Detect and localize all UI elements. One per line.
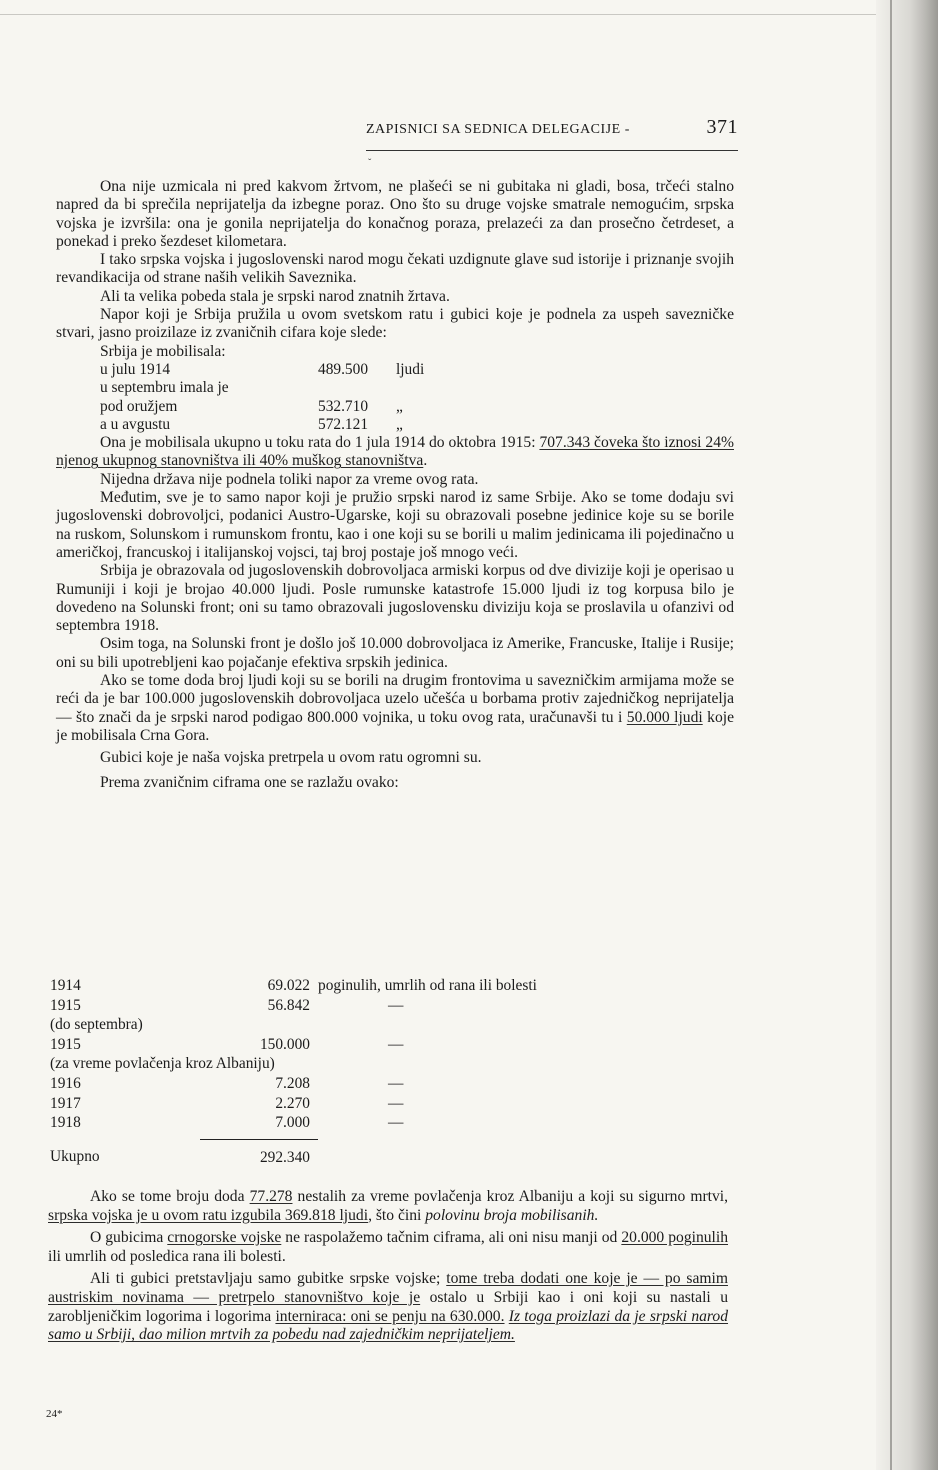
paragraph-montenegro: O gubicima crnogorske vojske ne raspolažemo tačnim ciframa, ali oni nisu manji od 20.000 poginulih ili umrlih od posledica rana ili bolesti. [48,1229,729,1265]
losses-table-block [50,976,740,1167]
pen-underline: 50.000 ljudi [626,708,703,726]
losses-intro: Gubici koje je naša vojska pretrpela u ovom ratu ogromni su. [100,749,482,767]
closing-text [48,1188,728,1345]
header-rule [366,150,738,151]
table-row: 1915 56.842 — [50,996,404,1014]
mobilization-table [56,361,424,434]
paragraph: I tako srpska vojska i jugoslovenski narod mogu čekati uzdignute glave sud istorije i priznanje svojih revandikacija od strane naših velikih Saveznika. [56,251,734,287]
print-tick-mark: ˇ [368,158,372,169]
table-row: u septembru imala je [100,379,229,397]
page-binding-shadow [876,0,938,1470]
table-row: 1915 150.000 — [50,1035,404,1053]
table-row: 1914 69.022 poginulih, umrlih od rana ili bolesti [50,977,537,994]
signature-mark: 24* [46,1408,63,1420]
table-row: 1916 7.208 — [50,1074,404,1092]
page-number: 371 [706,116,738,138]
paragraph: Ali ta velika pobeda stala je srpski narod znatnih žrtava. [100,287,450,305]
losses-table [50,976,537,1167]
paragraph: Napor koji je Srbija pružila u ovom svetskom ratu i gubici koje je podnela za uspeh savezničke stvari, jasno proizilaze iz zvaničnih cifara koje slede: [56,306,734,342]
table-row: u julu 1914 489.500 ljudi [100,360,425,378]
main-text [56,178,734,792]
table-row: 1918 7.000 — [50,1114,404,1132]
paragraph-mobilized: Ona je mobilisala ukupno u toku rata do 1 jula 1914 do oktobra 1915: 707.343 čoveka što iznosi 24% njenog ukupnog stanovništva ili 40% muškog stanovništva. [56,434,734,470]
table-row: (za vreme povlačenja kroz Albaniju) [50,1055,275,1073]
header-title: ZAPISNICI SA SEDNICA DELEGACIJE - [366,122,630,137]
paragraph-missing: Ako se tome broju doda 77.278 nestalih za vreme povlačenja kroz Albaniju a koji su sigurno mrtvi, srpska vojska je u ovom ratu izgubila 369.818 ljudi, što čini polovinu broja mobilisanih. [48,1188,728,1224]
pen-underline: 707.343 čoveka što iznosi 24% njenog ukupnog stanovništva ili 40% muškog stanovništva [56,434,734,470]
losses-intro: Prema zvaničnim ciframa one se razlažu ovako: [100,773,399,791]
total-row: Ukupno 292.340 [50,1148,310,1166]
table-row: (do septembra) [50,1016,143,1034]
table-row: a u avgustu 572.121 „ [100,415,403,433]
table-row: 1917 2.270 — [50,1094,404,1112]
running-header [366,118,738,154]
mobilization-intro: Srbija je mobilisala: [100,342,226,360]
paragraph: Ona nije uzmicala ni pred kakvom žrtvom, ne plašeći se ni gubitaka ni gladi, bosa, trčeći stalno napred da bi sprečila neprijatelja da izbegne poraz. Ono što su druge vojske smatrale nemogućim, srpska vojska je izvršila: ona je gonila neprijatelja do konačnog poraza, prelazeći za dan prosečno četrdeset, a ponekad i preko šezdeset kilometara. [56,178,734,250]
paragraph-final: Ali ti gubici pretstavljaju samo gubitke srpske vojske; tome treba dodati one koje je — po samim austriskim novinama — pretrpelo stanovništvo koje je ostalo u Srbiji kao i oni koji su nastali u zarobljeničkim logorima i logorima interniraca: oni se penju na 630.000. Iz toga proizlazi da je srpski narod samo u Srbiji, dao milion mrtvih za pobedu nad zajedničkim neprijateljem. [48,1270,729,1344]
scan-top-edge [0,14,880,15]
paragraph: Srbija je obrazovala od jugoslovenskih dobrovoljaca armiski korpus od dve divizije koji je operisao u Rumuniji i koji je brojao 40.000 ljudi. Posle rumunske katastrofe 15.000 ljudi iz tog korpusa bilo je dovedeno na Solunski front; oni su tamo obrazovali jugoslovensku diviziju koja se proslavila u ofanzivi od septembra 1918. [56,562,734,635]
page-edge-line [890,0,892,1470]
paragraph: Osim toga, na Solunski front je došlo još 10.000 dobrovoljaca iz Amerike, Francuske, Italije i Rusije; oni su bili upotrebljeni kao pojačanje efektiva srpskih jedinica. [56,635,734,671]
paragraph: Međutim, sve je to samo napor koji je pružio srpski narod iz same Srbije. Ako se tome dodaju svi jugoslovenski dobrovoljci, podanici Austro-Ugarske, koji su obrazovali posebne jedinice koje su se borile na ruskom, Solunskom i rumunskom frontu, kao i one koji su se borili u malim jedinicama ili pojedinačno u američkoj, francuskoj i italijanskoj vojsci, taj broj postaje još mnogo veći. [56,489,734,561]
paragraph: Nijedna država nije podnela toliki napor za vreme ovog rata. [100,470,479,488]
table-row: pod oružjem 532.710 „ [100,397,403,415]
paragraph-800k: Ako se tome doda broj ljudi koji su se borili na drugim frontovima u savezničkim armijama može se reći da je bar 100.000 jugoslovenskih dobrovoljaca uzelo učešća u borbama protiv zajedničkog neprijatelja — što znači da je srpski narod podigao 800.000 vojnika, u toku ovog rata, uračunavši tu i 50.000 ljudi koje je mobilisala Crna Gora. [56,672,735,744]
